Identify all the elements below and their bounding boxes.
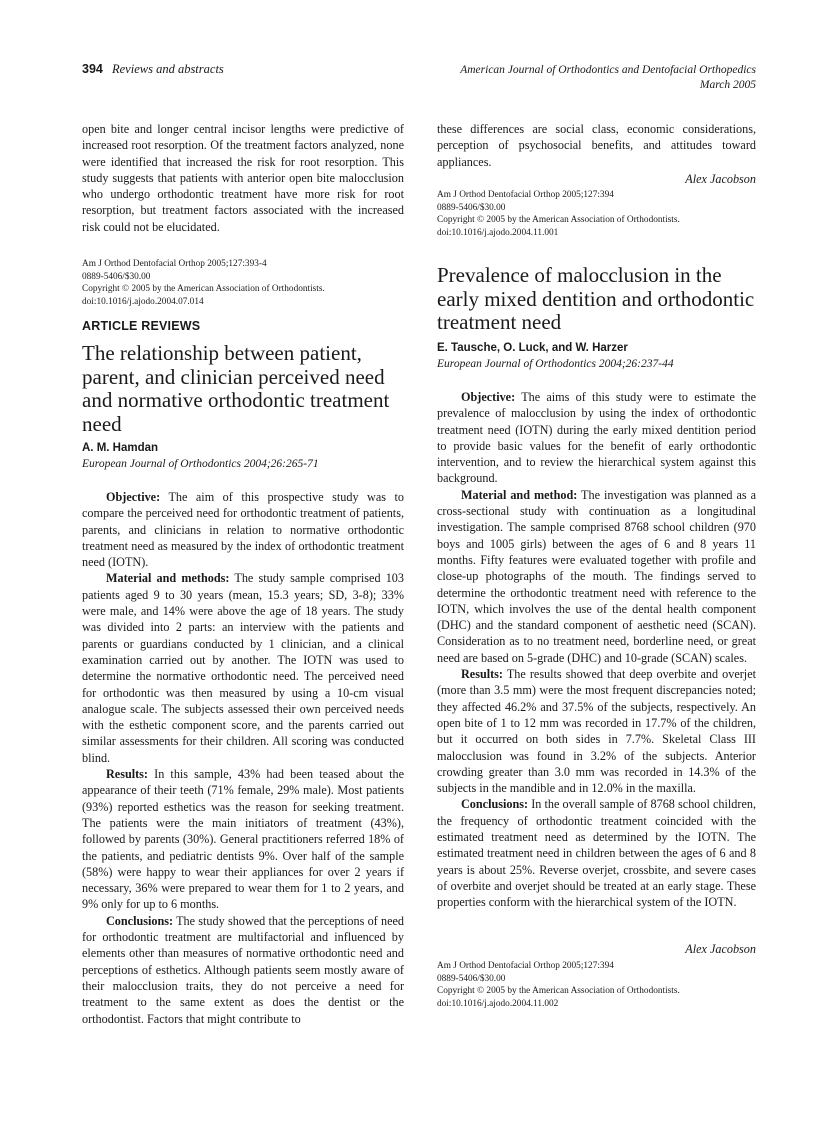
abstract-conclusions: [437, 796, 756, 910]
paragraph-text: The investigation was planned as a cross-sectional study with continuation as a longitudinal investigation. The sample comprised 8768 school children (970 boys and 1005 girls) between the ages of 6 and 8 years 11 months. Fifty features were evaluated together with profile and close-up photographs of the mouth. The findings served to determine the orthodontic treatment need with reference to the IOTN, which involves the use of the dental health component (DHC) and the standard component of aesthetic need (SCAN). Consideration as to no treatment need, borderline need, or great need are based on 5-grade (DHC) and 10-grade (SCAN) scales.: [437, 487, 756, 665]
running-header-left: [82, 62, 224, 77]
left-citation: [82, 258, 404, 308]
paragraph-label: Material and method:: [461, 487, 578, 502]
citation-line: 0889-5406/$30.00: [82, 271, 151, 282]
paragraph-text: The study sample comprised 103 patients aged 9 to 30 years (mean, 15.3 years; SD, 3-8); 33% were male, and 14% were above the age of 18 years. The study was divided into 2 parts: an interview with the patients and parents or guardians conducted by 1 clinician, and a clinical examination carried out by another. The IOTN was used to determine the normative orthodontic need. The perceived need for orthodontic was then measured by using a 10-cm visual analogue scale. The subjects assessed their own perceived needs with the esthetic component score, and the parents carried out similar assessments for their children. All scoring was conducted blind.: [82, 571, 404, 765]
paragraph-label: Objective:: [106, 490, 161, 504]
citation-line: doi:10.1016/j.ajodo.2004.11.001: [437, 227, 559, 238]
paragraph-text: The aim of this prospective study was to compare the perceived need for orthodontic treatment of patients, parents, and clinicians in relation to normative orthodontic treatment need as measured by the index of orthodontic treatment need (IOTN).: [82, 490, 404, 570]
page-number: 394: [82, 62, 103, 76]
paragraph-label: Results:: [106, 767, 148, 782]
citation-line: Copyright © 2005 by the American Association of Orthodontists.: [437, 215, 680, 226]
issue-date: March 2005: [699, 79, 756, 91]
reviewer-signature: Alex Jacobson: [685, 172, 756, 186]
citation-line: Am J Orthod Dentofacial Orthop 2005;127:393-4: [82, 259, 267, 269]
section-heading: ARTICLE REVIEWS: [82, 319, 201, 333]
article-title: The relationship between patient, parent, and clinician perceived need and normative orthodontic treatment need: [82, 341, 390, 436]
citation-line: Copyright © 2005 by the American Association of Orthodontists.: [82, 284, 325, 295]
citation-line: doi:10.1016/j.ajodo.2004.07.014: [82, 296, 204, 307]
paragraph-label: Objective:: [461, 390, 516, 404]
paragraph-label: Conclusions:: [106, 913, 174, 928]
citation-line: Am J Orthod Dentofacial Orthop 2005;127:394: [437, 961, 614, 971]
section-name: Reviews and abstracts: [111, 62, 224, 76]
paragraph-label: Results:: [461, 667, 503, 682]
article-abstract: [82, 489, 404, 1027]
abstract-methods: [437, 487, 756, 666]
continuation-text: these differences are social class, economic considerations, perception of psychosocial benefits, and attitudes toward appliances.: [437, 122, 756, 169]
article-authors: E. Tausche, O. Luck, and W. Harzer: [437, 342, 628, 354]
journal-name: American Journal of Orthodontics and Dentofacial Orthopedics: [460, 64, 756, 76]
article-authors: A. M. Hamdan: [82, 442, 159, 454]
reviewer-signature: Alex Jacobson: [685, 942, 756, 956]
article-title: Prevalence of malocclusion in the early mixed dentition and orthodontic treatment need: [437, 263, 755, 334]
citation-line: Copyright © 2005 by the American Association of Orthodontists.: [437, 986, 680, 997]
article-source: European Journal of Orthodontics 2004;26:237-44: [437, 358, 674, 370]
abstract-results: [82, 766, 404, 913]
citation-line: 0889-5406/$30.00: [437, 973, 506, 984]
paragraph-label: Conclusions:: [461, 797, 529, 812]
paragraph-label: Material and methods:: [106, 571, 230, 586]
right-article-citation: [437, 960, 756, 1010]
paragraph-text: The aims of this study were to estimate the prevalence of malocclusion by using the index of orthodontic treatment need (IOTN) during the early mixed dentition period to provide basic values for the benefit of early orthodontic intervention, and to review the hierarchical system against this background.: [437, 390, 756, 486]
citation-line: doi:10.1016/j.ajodo.2004.11.002: [437, 998, 559, 1009]
left-continuation: [82, 121, 404, 235]
paragraph-text: The study showed that the perceptions of need for orthodontic treatment are multifactorial and influenced by elements other than measures of normative orthodontic need and perceptions of esthetics. Although patients seem mostly aware of their malocclusion traits, they do not perceive a need for treatment to the same extent as does the dentist or the orthodontist. Factors that might contribute to: [82, 913, 404, 1026]
citation-line: 0889-5406/$30.00: [437, 202, 506, 213]
abstract-conclusions: [82, 913, 404, 1027]
right-citation: [437, 189, 756, 239]
right-continuation: [437, 121, 756, 170]
abstract-methods: [82, 570, 404, 766]
continuation-text: open bite and longer central incisor lengths were predictive of increased root resorption. Of the treatment factors analyzed, none were identified that increased the risk for root resorption. This study suggests that patients with anterior open bite malocclusion who undergo orthodontic treatment have more risk for root resorption, but treatment factors associated with the increased risk could not be elucidated.: [82, 122, 404, 234]
abstract-objective: [82, 489, 404, 570]
article-abstract: [437, 389, 756, 911]
abstract-results: [437, 666, 756, 796]
abstract-objective: [437, 389, 756, 487]
paragraph-text: The results showed that deep overbite and overjet (more than 3.5 mm) were the most frequent discrepancies noted; they affected 46.2% and 37.5% of the subjects, respectively. An open bite of 1 to 12 mm was recorded in 17.7% of the children, but it occurred on both sides in 7.7%. Skeletal Class III malocclusion was found in 3.2% of the subjects. Anterior crowding greater than 3.0 mm was recorded in 14.3% of the subjects in the mandible and in 12.0% in the maxilla.: [437, 667, 756, 796]
paragraph-text: In this sample, 43% had been teased about the appearance of their teeth (71% female, 29% male). Most patients (93%) reported esthetics was the reason for seeking treatment. The patients were the main initiators of treatment (43%), followed by parents (30%). General practitioners referred 18% of the patients, and pediatric dentists 9%. Over half of the sample (58%) were happy to wear their appliances for over 2 years if necessary, 36% were prepared to wear them for 1 to 2 years, and 9% only for up to 6 months.: [82, 767, 404, 912]
citation-line: Am J Orthod Dentofacial Orthop 2005;127:394: [437, 190, 614, 200]
article-source: European Journal of Orthodontics 2004;26:265-71: [82, 458, 319, 470]
paragraph-text: In the overall sample of 8768 school children, the frequency of orthodontic treatment coincided with the estimated treatment need as determined by the IOTN. The estimated treatment need in children between the ages of 6 and 8 years is about 25%. Reverse overjet, crossbite, and severe cases of overbite and overjet should be treated at an early stage. These properties conform with the hierarchical system of the IOTN.: [437, 797, 756, 910]
running-header-right: [460, 63, 756, 93]
